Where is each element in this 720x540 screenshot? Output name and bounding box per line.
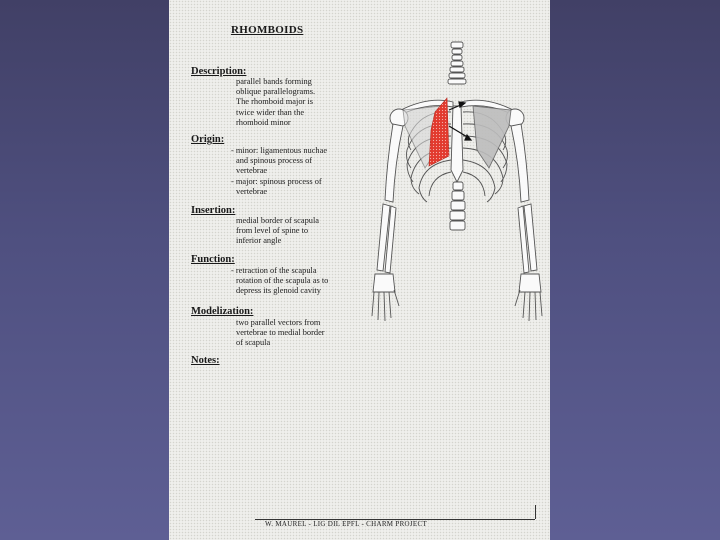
footer-corner-line (535, 505, 536, 519)
description-text (236, 77, 315, 128)
origin-heading: Origin: (191, 134, 225, 145)
footer-credit: W. MAUREL - LIG DIL EPFL - CHARM PROJECT (265, 520, 428, 528)
modelization-line: vertebrae to medial border (236, 328, 325, 338)
notes-heading: Notes: (191, 355, 220, 366)
function-heading: Function: (191, 254, 235, 265)
origin-line: vertebrae (236, 166, 268, 176)
modelization-line: of scapula (236, 338, 271, 348)
function-line: rotation of the scapula as to (236, 276, 329, 286)
origin-text (231, 146, 327, 197)
modelization-heading: Modelization: (191, 306, 254, 317)
description-line: rhomboid minor (236, 117, 291, 127)
insertion-text (236, 216, 319, 247)
insertion-line: medial border of scapula (236, 216, 320, 225)
origin-line: and spinous process of (236, 156, 313, 166)
insertion-line: inferior angle (236, 236, 282, 246)
description-line: oblique parallelograms. (236, 87, 316, 97)
insertion-line: from level of spine to (236, 226, 309, 236)
function-line: - retraction of the scapula (231, 266, 317, 275)
origin-line: - major: spinous process of (231, 176, 322, 186)
origin-line: vertebrae (236, 186, 268, 196)
description-heading: Description: (191, 66, 247, 77)
page-title: RHOMBOIDS (231, 24, 304, 36)
document-page (169, 0, 550, 540)
function-text (231, 266, 328, 297)
description-line: twice wider than the (236, 107, 305, 117)
description-line: The rhomboid major is (236, 97, 313, 107)
modelization-text (236, 318, 325, 349)
insertion-heading: Insertion: (191, 205, 236, 216)
origin-line: - minor: ligamentous nuchae (231, 146, 328, 155)
modelization-line: two parallel vectors from (236, 318, 321, 327)
function-line: depress its glenoid cavity (236, 286, 321, 296)
description-line: parallel bands forming (236, 77, 312, 86)
skeleton-illustration (369, 40, 545, 380)
